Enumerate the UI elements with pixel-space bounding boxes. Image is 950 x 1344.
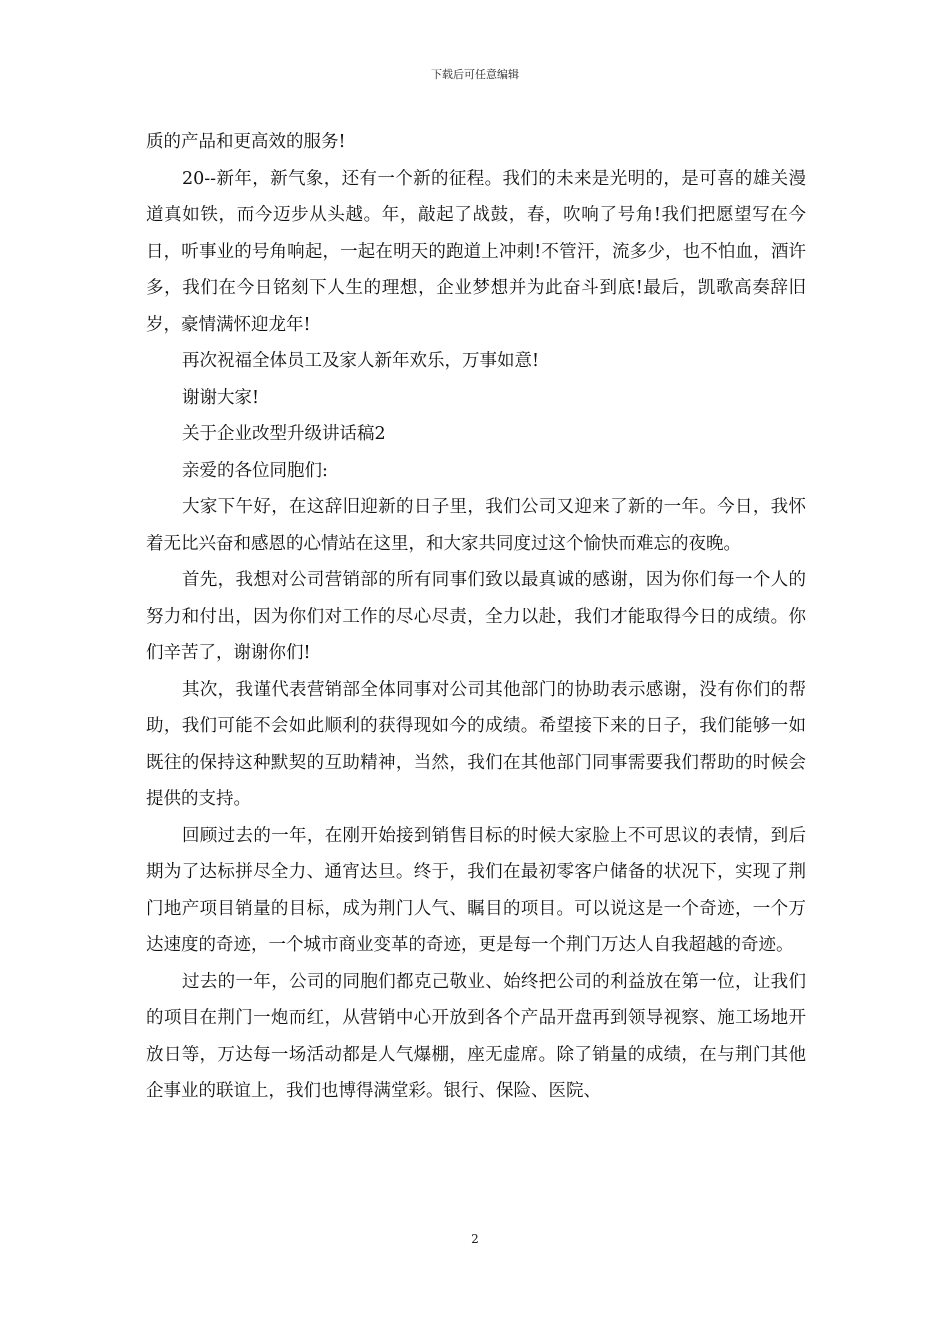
paragraph-3: 再次祝福全体员工及家人新年欢乐，万事如意! (182, 351, 540, 371)
paragraph-11: 过去的一年，公司的同胞们都克己敬业、始终把公司的利益放在第一位，让我们的项目在荆门一炮而红，从营销中心开放到各个产品开盘再到领导视察、施工场地开放日等，万达每一场活动都是人气爆棚，座无虚席。除了销量的成绩，在与荆门其他企事业的联谊上，我们也博得满堂彩。银行、保险、医院、 (146, 971, 806, 1101)
paragraph-8: 首先，我想对公司营销部的所有同事们致以最真诚的感谢，因为你们每一个人的努力和付出，因为你们对工作的尽心尽责，全力以赴，我们才能取得今日的成绩。你们辛苦了，谢谢你们! (146, 570, 806, 663)
paragraph-2: 20--新年，新气象，还有一个新的征程。我们的未来是光明的，是可喜的雄关漫道真如铁，而今迈步从头越。年，敲起了战鼓，春，吹响了号角!我们把愿望写在今日，听事业的号角响起，一起在明天的跑道上冲刺!不管汗，流多少，也不怕血，酒许多，我们在今日铭刻下人生的理想，企业梦想并为此奋斗到底!最后，凯歌高奏辞旧岁，豪情满怀迎龙年! (146, 168, 806, 335)
paragraph-9: 其次，我谨代表营销部全体同事对公司其他部门的协助表示感谢，没有你们的帮助，我们可能不会如此顺利的获得现如今的成绩。希望接下来的日子，我们能够一如既往的保持这种默契的互助精神，当然，我们在其他部门同事需要我们帮助的时候会提供的支持。 (146, 679, 806, 809)
paragraph-7: 大家下午好，在这辞旧迎新的日子里，我们公司又迎来了新的一年。今日，我怀着无比兴奋和感恩的心情站在这里，和大家共同度过这个愉快而难忘的夜晚。 (146, 497, 806, 554)
document-body (146, 124, 806, 1110)
page-number: 2 (471, 1232, 479, 1246)
paragraph-4: 谢谢大家! (182, 387, 260, 408)
paragraph-10: 回顾过去的一年，在刚开始接到销售目标的时候大家脸上不可思议的表情，到后期为了达标拼尽全力、通宵达旦。终于，我们在最初零客户储备的状况下，实现了荆门地产项目销量的目标，成为荆门人气、瞩目的项目。可以说这是一个奇迹，一个万达速度的奇迹，一个城市商业变革的奇迹，更是每一个荆门万达人自我超越的奇迹。 (146, 825, 806, 955)
page-header: 下载后可任意编辑 (431, 68, 519, 81)
paragraph-1: 质的产品和更高效的服务! (146, 132, 346, 152)
section-title: 关于企业改型升级讲话稿2 (182, 424, 386, 444)
salutation: 亲爱的各位同胞们: (182, 460, 328, 481)
